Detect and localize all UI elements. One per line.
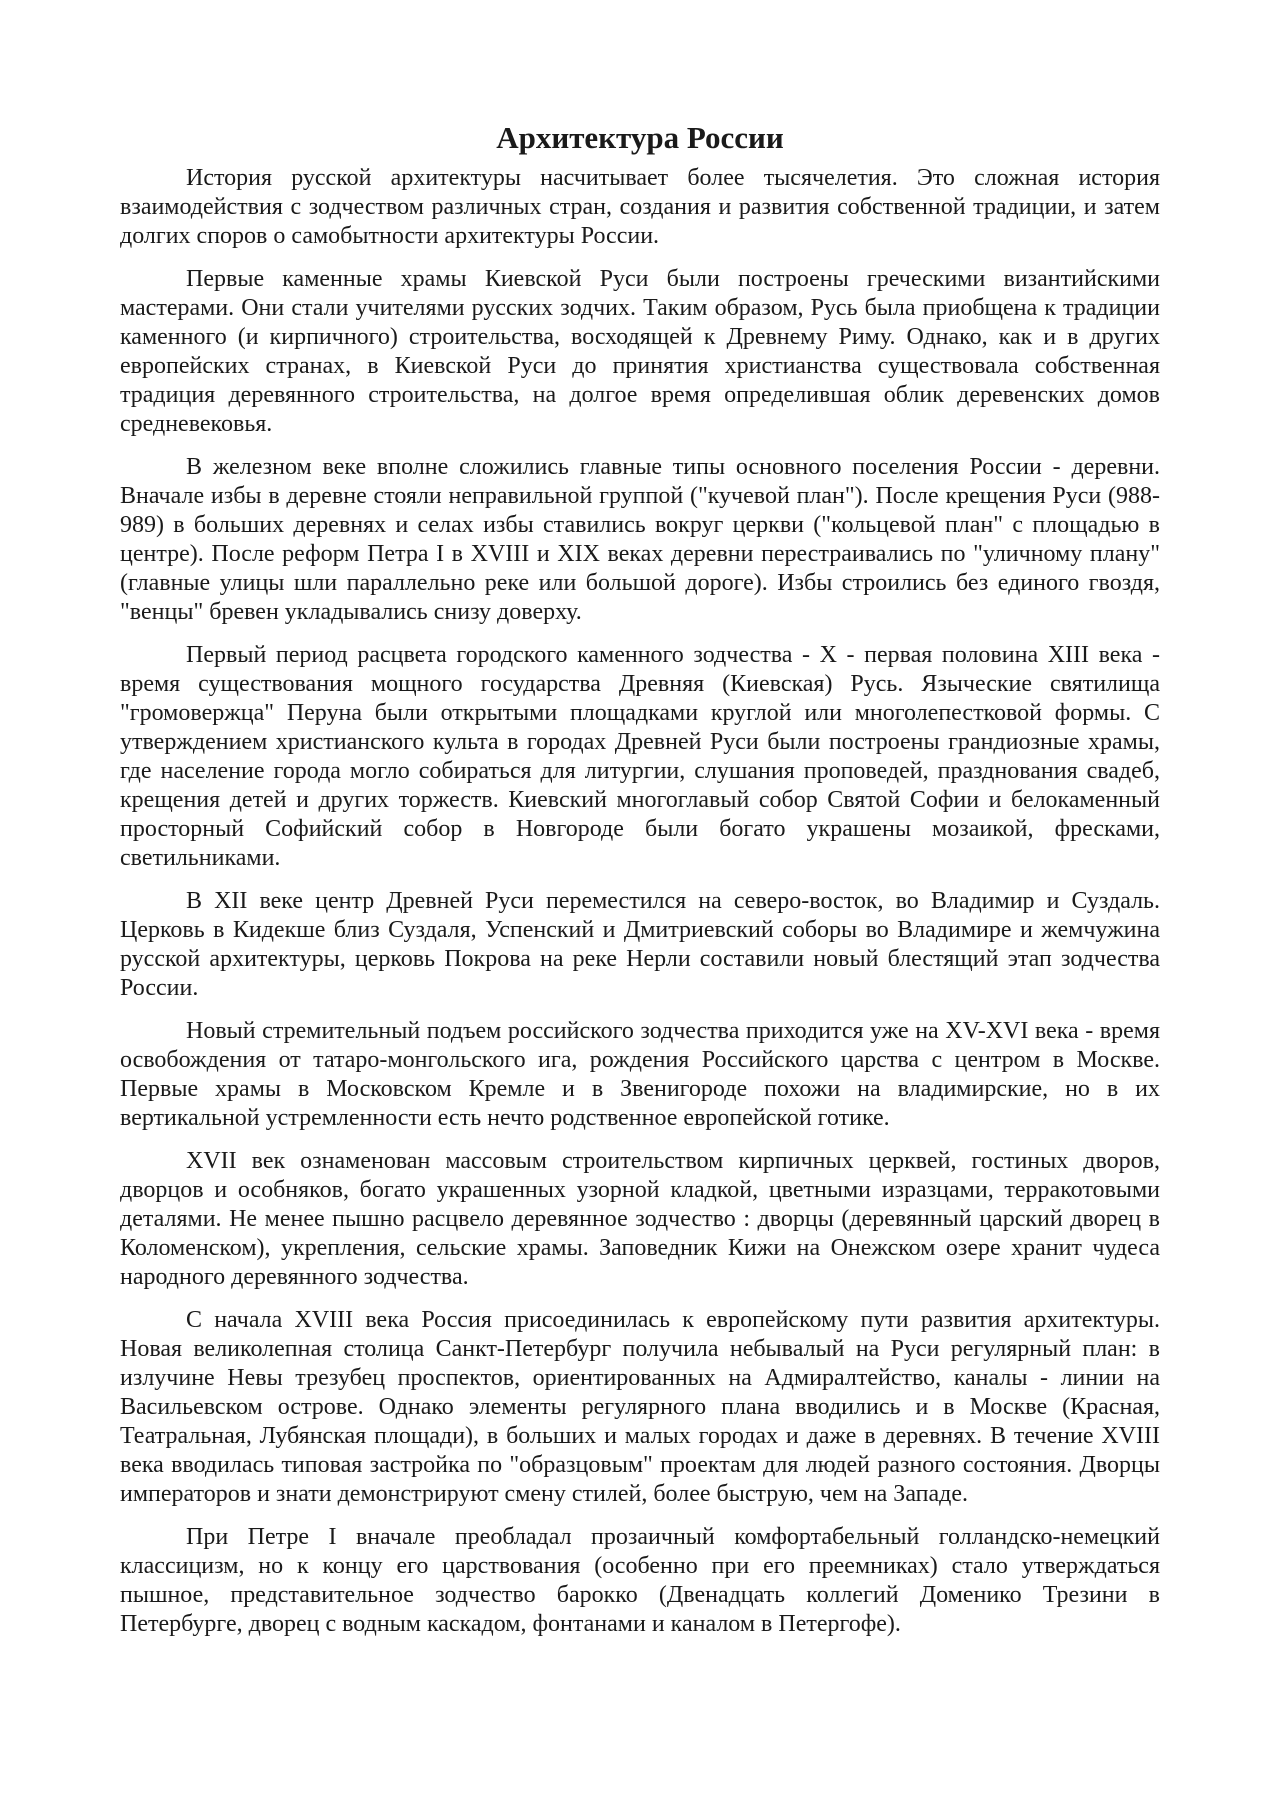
paragraph-17th-century: XVII век ознаменован массовым строительством кирпичных церквей, гостиных дворов, дворцов и особняков, богато украшенных узорной кладкой, цветными изразцами, терракотовыми деталями. Не менее пышно расцвело деревянное зодчество : дворцы (деревянный царский дворец в Коломенском), укрепления, сельские храмы. Заповедник Кижи на Онежском озере хранит чудеса народного деревянного зодчества. [120,1148,1160,1290]
paragraph-intro: История русской архитектуры насчитывает более тысячелетия. Это сложная история взаимодействия с зодчеством различных стран, создания и развития собственной традиции, и затем долгих споров о самобытности архитектуры России. [120,165,1160,249]
paragraph-vladimir-suzdal: В XII веке центр Древней Руси переместился на северо-восток, во Владимир и Суздаль. Церковь в Кидекше близ Суздаля, Успенский и Дмитриевский соборы во Владимире и жемчужина русской архитектуры, церковь Покрова на реке Нерли составили новый блестящий этап зодчества России. [120,888,1160,1001]
paragraph-first-flourishing: Первый период расцвета городского каменного зодчества - X - первая половина XIII века - время существования мощного государства Древняя (Киевская) Русь. Языческие святилища "громовержца" Перуна были открытыми площадками круглой или многолепестковой формы. С утверждением христианского культа в городах Древней Руси были построены грандиозные храмы, где население города могло собираться для литургии, слушания проповедей, празднования свадеб, крещения детей и других торжеств. Киевский многоглавый собор Святой Софии и белокаменный просторный Софийский собор в Новгороде были богато украшены мозаикой, фресками, светильниками. [120,642,1160,871]
paragraph-18th-century: С начала XVIII века Россия присоединилась к европейскому пути развития архитектуры. Новая великолепная столица Санкт-Петербург получила небывалый на Руси регулярный план: в излучине Невы трезубец проспектов, ориентированных на Адмиралтейство, каналы - линии на Васильевском острове. Однако элементы регулярного плана вводились и в Москве (Красная, Театральная, Лубянская площади), в больших и малых городах и даже в деревнях. В течение XVIII века вводилась типовая застройка по "образцовым" проектам для людей разного состояния. Дворцы императоров и знати демонстрируют смену стилей, более быструю, чем на Западе. [120,1307,1160,1507]
paragraph-peter-baroque: При Петре I вначале преобладал прозаичный комфортабельный голландско-немецкий классицизм, но к концу его царствования (особенно при его преемниках) стало утверждаться пышное, представительное зодчество барокко (Двенадцать коллегий Доменико Трезини в Петербурге, дворец с водным каскадом, фонтанами и каналом в Петергофе). [120,1524,1160,1637]
document-title: Архитектура России [496,120,784,155]
paragraph-village-types: В железном веке вполне сложились главные типы основного поселения России - деревни. Вначале избы в деревне стояли неправильной группой ("кучевой план"). После крещения Руси (988-989) в больших деревнях и селах избы ставились вокруг церкви ("кольцевой план" с площадью в центре). После реформ Петра I в XVIII и XIX веках деревни перестраивались по "уличному плану" (главные улицы шли параллельно реке или большой дороге). Избы строились без единого гвоздя, "венцы" бревен укладывались снизу доверху. [120,454,1160,625]
paragraph-kievan-rus-stone: Первые каменные храмы Киевской Руси были построены греческими византийскими мастерами. Они стали учителями русских зодчих. Таким образом, Русь была приобщена к традиции каменного (и кирпичного) строительства, восходящей к Древнему Риму. Однако, как и в других европейских странах, в Киевской Руси до принятия христианства существовала собственная традиция деревянного строительства, на долгое время определившая облик деревенских домов средневековья. [120,266,1160,437]
document-page [120,116,1160,1653]
paragraph-moscow-rise: Новый стремительный подъем российского зодчества приходится уже на XV-XVI века - время освобождения от татаро-монгольского ига, рождения Российского царства с центром в Москве. Первые храмы в Московском Кремле и в Звенигороде похожи на владимирские, но в их вертикальной устремленности есть нечто родственное европейской готике. [120,1018,1160,1131]
